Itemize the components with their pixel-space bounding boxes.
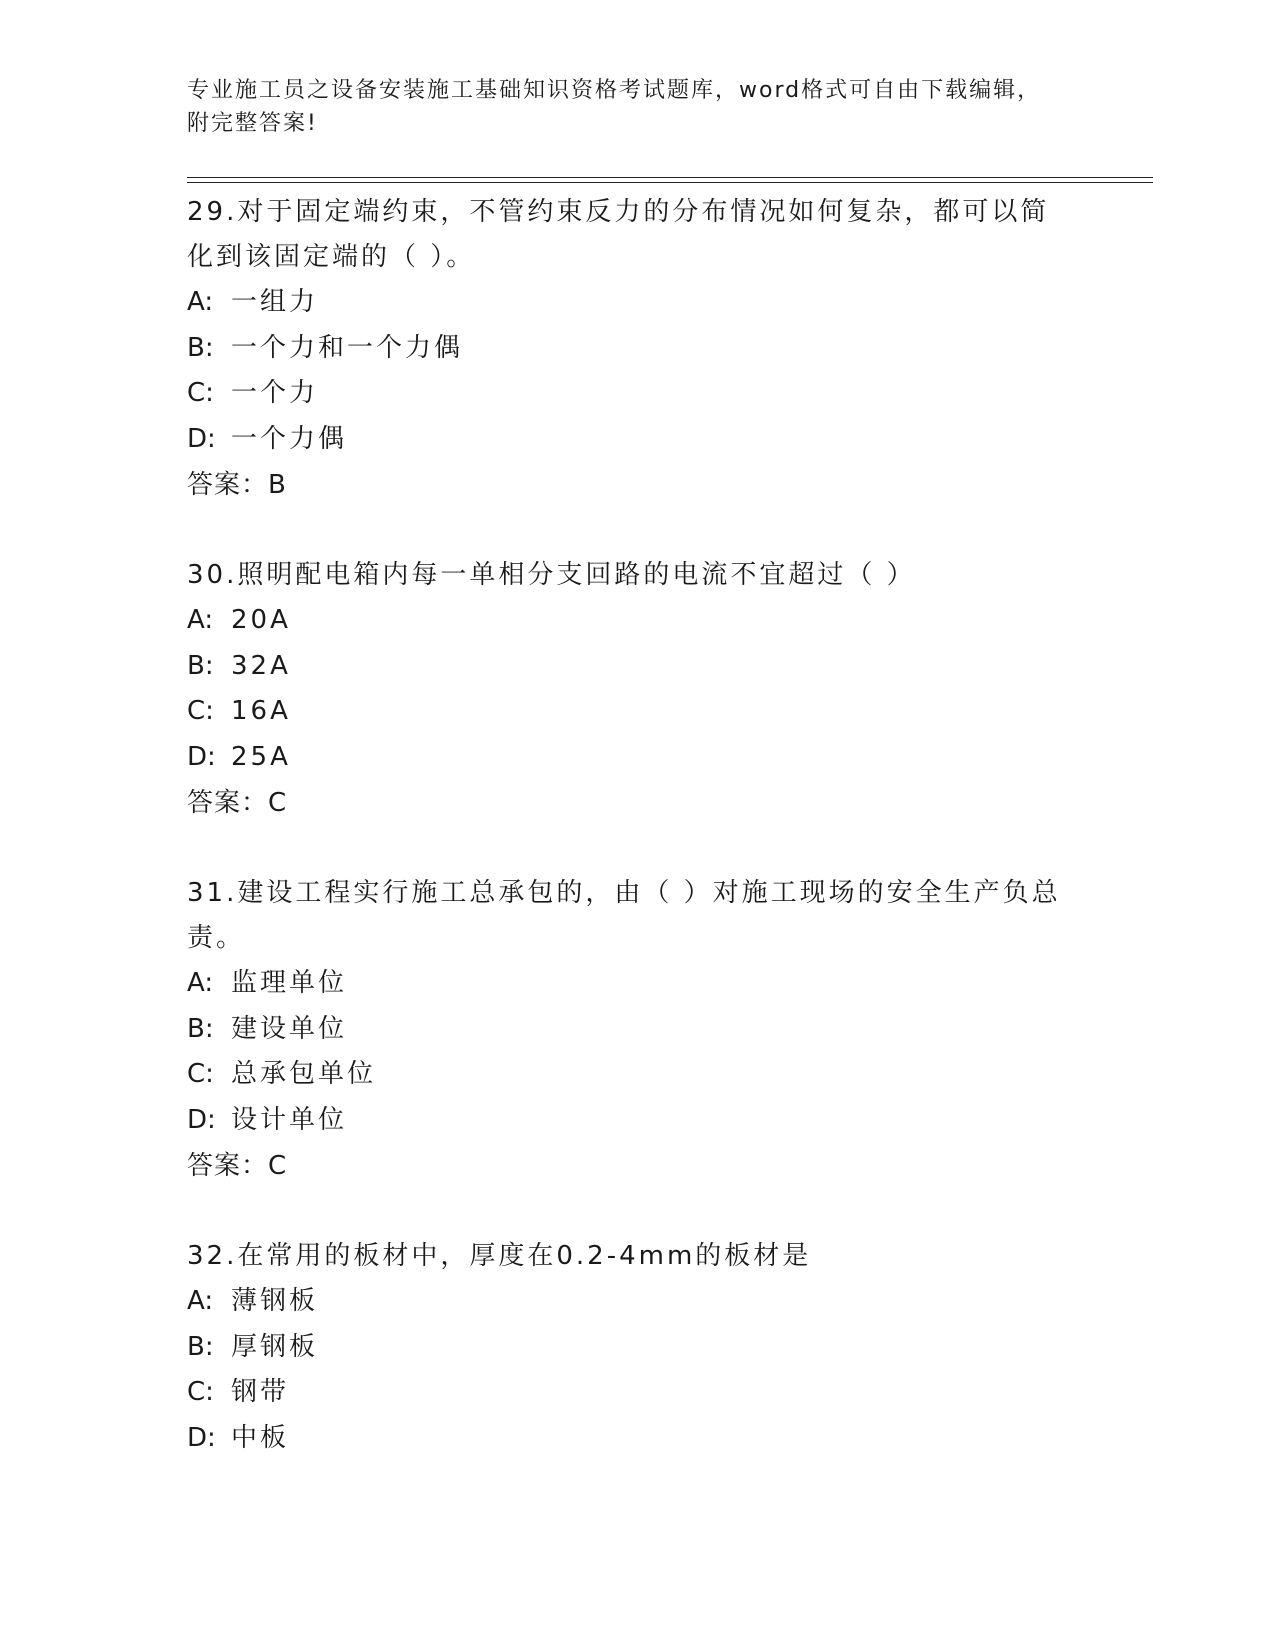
question-30: [187, 553, 1087, 826]
question-text: 29.对于固定端约束，不管约束反力的分布情况如何复杂，都可以简化到该固定端的（ ）。: [187, 197, 1050, 272]
option-key: D:: [187, 741, 216, 772]
option-key: A:: [187, 1286, 214, 1316]
option-b: [187, 644, 1087, 690]
option-text: 总承包单位: [231, 1059, 377, 1089]
option-key: A:: [187, 605, 214, 635]
option-b: [187, 1325, 1087, 1371]
option-text: 监理单位: [231, 968, 348, 998]
question-text: 31.建设工程实行施工总承包的，由（ ）对施工现场的安全生产负总责。: [187, 878, 1061, 953]
option-text: 中板: [231, 1422, 290, 1453]
option-d: [187, 735, 1087, 781]
answer-line: 答案：C: [187, 788, 288, 818]
option-b: [187, 326, 1087, 372]
option-text: 一组力: [231, 287, 319, 317]
option-key: B:: [187, 332, 214, 363]
option-a: [187, 280, 1087, 326]
header-divider-top: [187, 177, 1153, 178]
option-c: [187, 1052, 1087, 1098]
option-key: A:: [187, 968, 214, 998]
option-key: B:: [187, 1013, 214, 1044]
question-text: 32.在常用的板材中，厚度在0.2-4mm的板材是: [187, 1241, 812, 1271]
header-divider-bottom: [187, 182, 1153, 183]
header-line-2: 附完整答案!: [187, 111, 318, 136]
option-d: [187, 1098, 1087, 1144]
option-c: [187, 1370, 1087, 1416]
option-key: D:: [187, 1104, 216, 1135]
option-key: B:: [187, 650, 214, 681]
option-d: [187, 417, 1087, 463]
option-text: 钢带: [231, 1377, 290, 1407]
option-key: D:: [187, 1422, 216, 1453]
option-a: [187, 961, 1087, 1007]
answer-line: 答案：B: [187, 470, 287, 500]
option-key: D:: [187, 423, 216, 454]
option-text: 一个力和一个力偶: [231, 332, 464, 363]
option-text: 薄钢板: [231, 1286, 319, 1316]
option-text: 25A: [231, 741, 291, 772]
option-text: 32A: [231, 650, 291, 681]
option-text: 16A: [231, 696, 291, 726]
option-key: B:: [187, 1331, 214, 1362]
document-header: [187, 74, 1087, 140]
option-a: [187, 1279, 1087, 1325]
question-32: [187, 1234, 1087, 1461]
question-29: [187, 190, 1087, 508]
option-key: C:: [187, 1377, 214, 1407]
question-list: [187, 190, 1087, 1461]
option-text: 20A: [231, 605, 291, 635]
option-text: 厚钢板: [231, 1331, 319, 1362]
answer-line: 答案：C: [187, 1151, 288, 1181]
option-key: C:: [187, 378, 214, 408]
question-31: [187, 871, 1087, 1189]
option-key: C:: [187, 1059, 214, 1089]
option-b: [187, 1007, 1087, 1053]
option-text: 建设单位: [231, 1013, 348, 1044]
option-a: [187, 598, 1087, 644]
option-c: [187, 689, 1087, 735]
option-d: [187, 1416, 1087, 1462]
option-text: 设计单位: [231, 1104, 348, 1135]
question-text: 30.照明配电箱内每一单相分支回路的电流不宜超过（ ）: [187, 560, 916, 590]
option-text: 一个力: [231, 378, 319, 408]
option-key: A:: [187, 287, 214, 317]
option-key: C:: [187, 696, 214, 726]
header-line-1: 专业施工员之设备安装施工基础知识资格考试题库，word格式可自由下载编辑，: [187, 78, 1042, 103]
option-text: 一个力偶: [231, 423, 348, 454]
option-c: [187, 371, 1087, 417]
